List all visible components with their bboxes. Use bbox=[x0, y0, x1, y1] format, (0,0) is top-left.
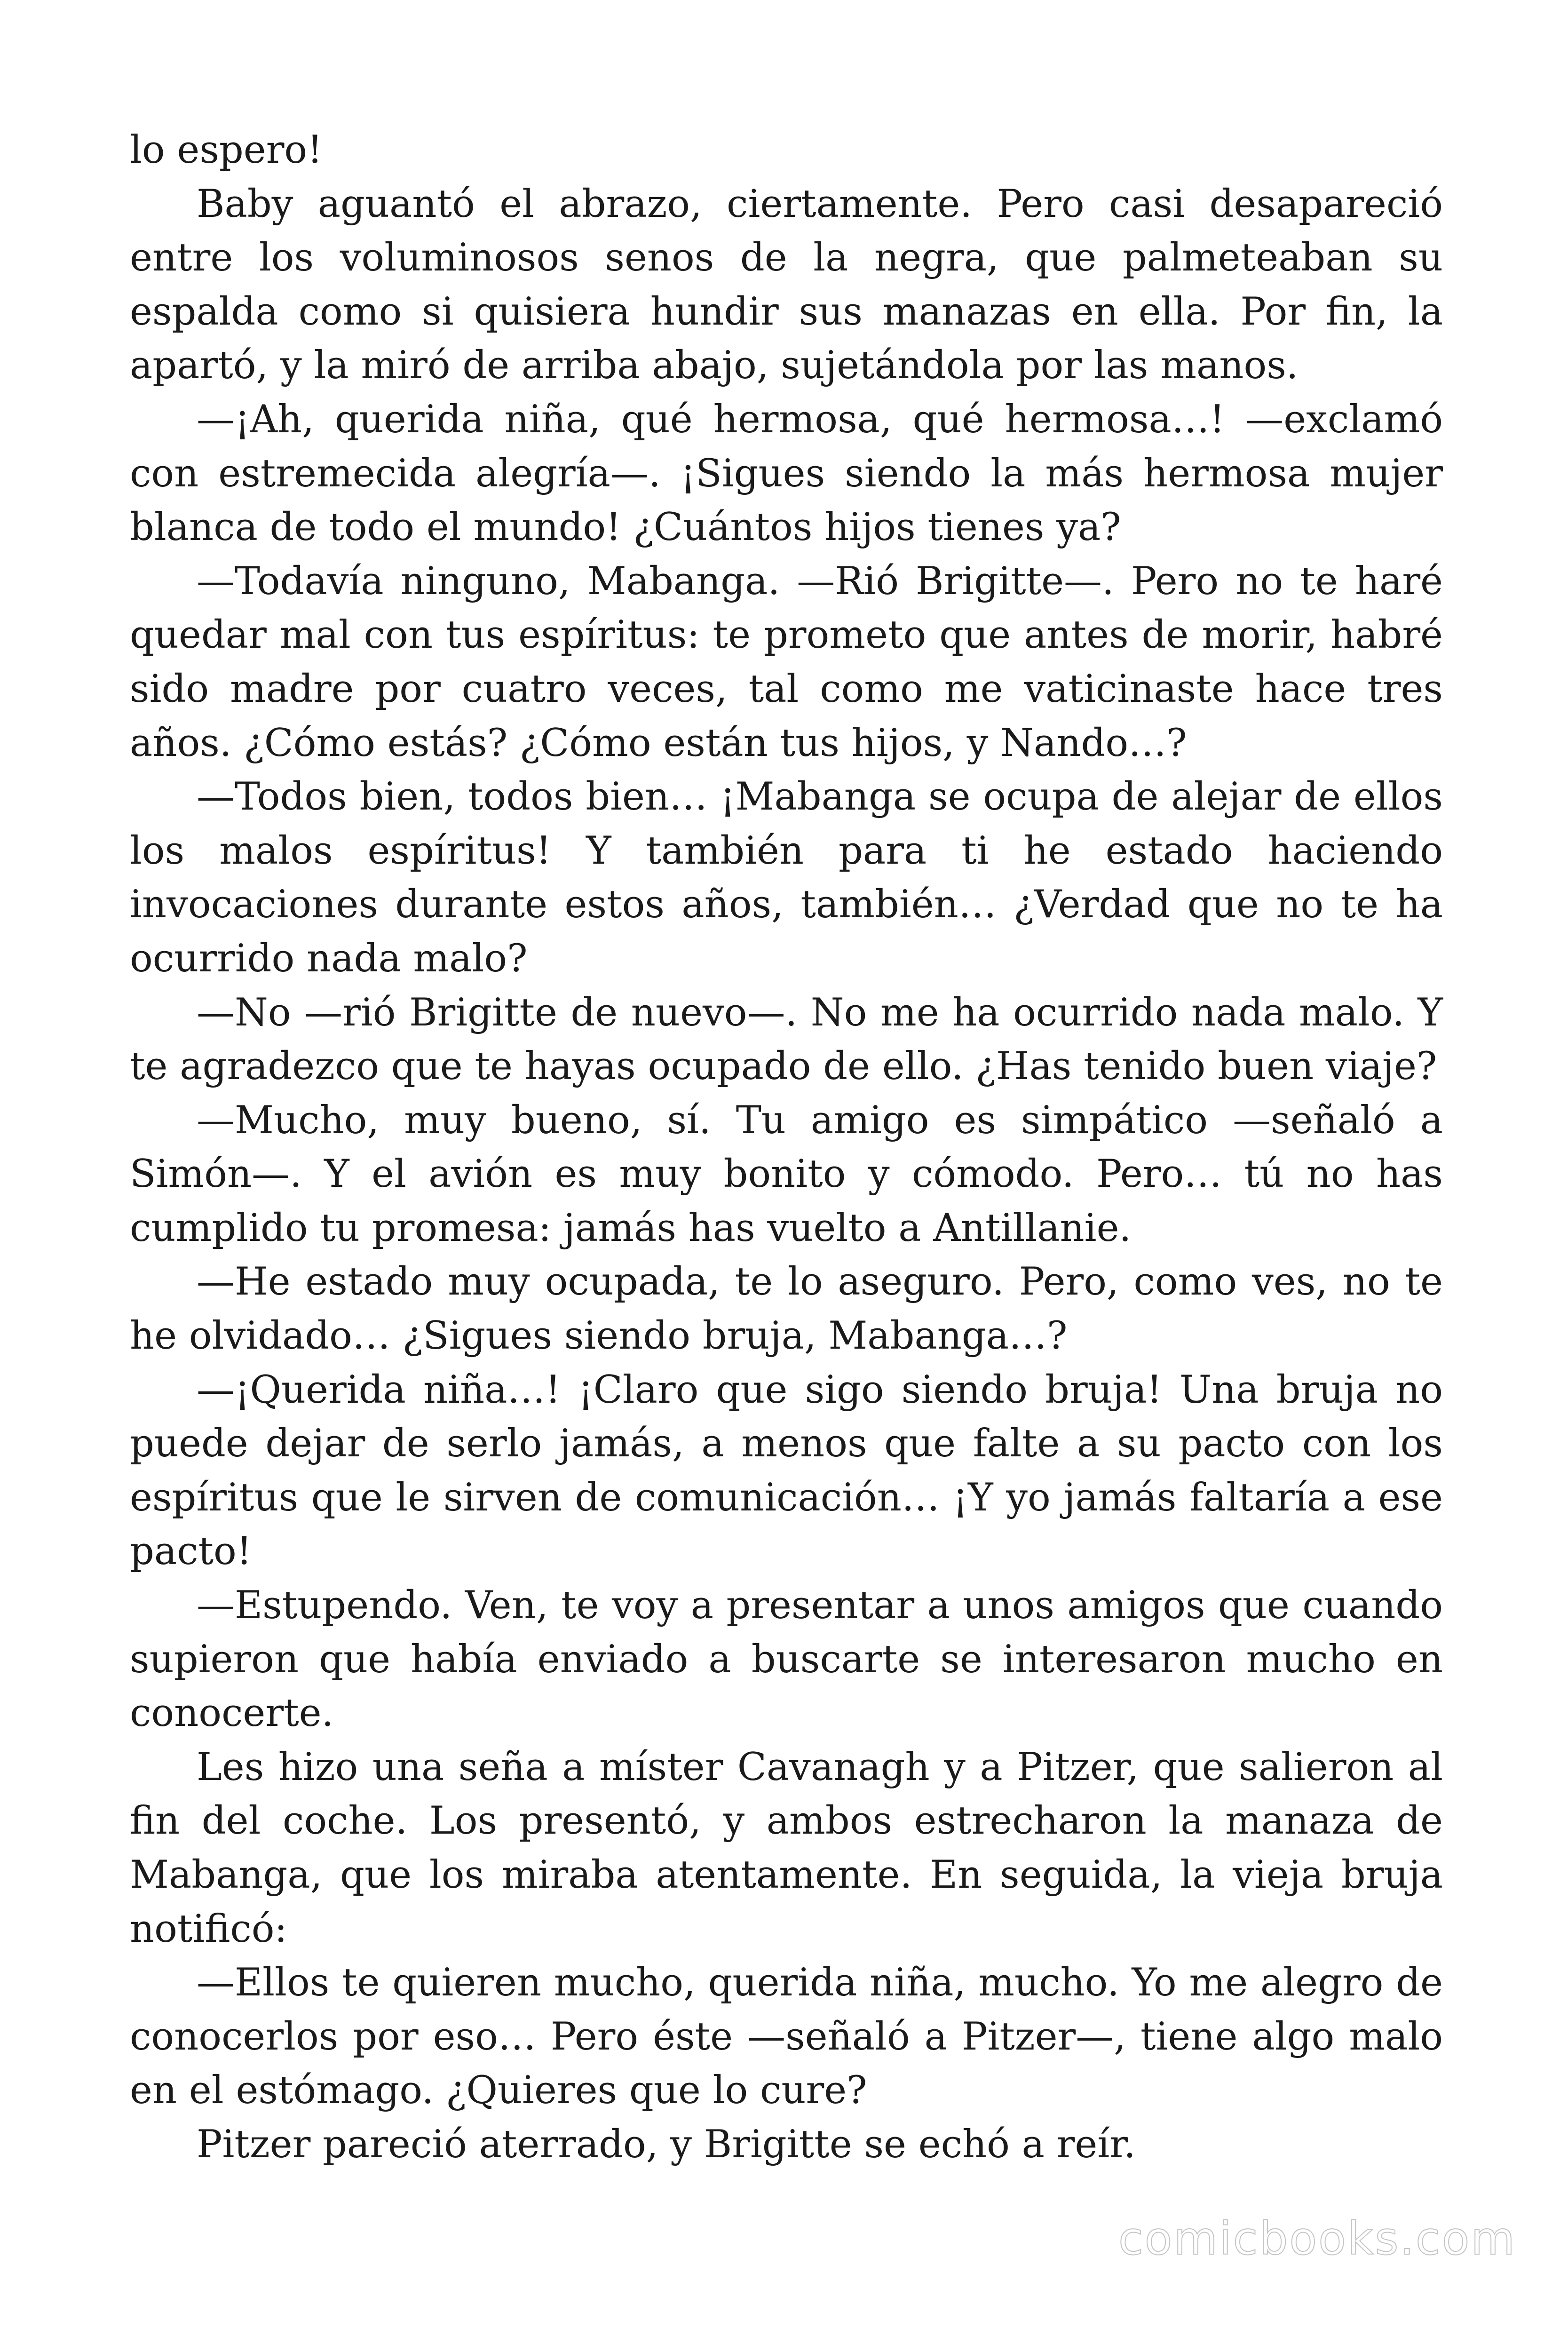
paragraph: —No —rió Brigitte de nuevo—. No me ha ocurrido nada malo. Y te agradezco que te hayas ocupado de ello. ¿Has tenido buen viaje? bbox=[130, 990, 1443, 1089]
watermark: comicbooks.com bbox=[1118, 2212, 1516, 2265]
paragraph: lo espero! bbox=[130, 128, 323, 172]
paragraph: —¡Ah, querida niña, qué hermosa, qué hermosa…! —exclamó con estremecida alegría—. ¡Sigues siendo la más hermosa mujer blanca de todo el mundo! ¿Cuántos hijos tienes ya? bbox=[130, 397, 1443, 550]
book-page-text bbox=[130, 123, 1443, 2172]
paragraph: Baby aguantó el abrazo, ciertamente. Pero casi desapareció entre los voluminosos senos de la negra, que palmeteaban su espalda como si quisiera hundir sus manazas en ella. Por fin, la apartó, y la miró de arriba abajo, sujetándola por las manos. bbox=[130, 182, 1443, 388]
paragraph: —¡Querida niña…! ¡Claro que sigo siendo bruja! Una bruja no puede dejar de serlo jamás, a menos que falte a su pacto con los espíritus que le sirven de comunicación… ¡Y yo jamás faltaría a ese pacto! bbox=[130, 1367, 1443, 1574]
paragraph: —Estupendo. Ven, te voy a presentar a unos amigos que cuando supieron que había enviado a buscarte se interesaron mucho en conocerte. bbox=[130, 1583, 1443, 1736]
paragraph: —Todos bien, todos bien… ¡Mabanga se ocupa de alejar de ellos los malos espíritus! Y también para ti he estado haciendo invocaciones durante estos años, también… ¿Verdad que no te ha ocurrido nada malo? bbox=[130, 775, 1443, 981]
paragraph: Les hizo una seña a míster Cavanagh y a Pitzer, que salieron al fin del coche. Los presentó, y ambos estrecharon la manaza de Mabanga, que los miraba atentamente. En seguida, la vieja bruja notificó: bbox=[130, 1745, 1443, 1951]
paragraph: Pitzer pareció aterrado, y Brigitte se echó a reír. bbox=[197, 2122, 1136, 2167]
paragraph: —Mucho, muy bueno, sí. Tu amigo es simpático —señaló a Simón—. Y el avión es muy bonito y cómodo. Pero… tú no has cumplido tu promesa: jamás has vuelto a Antillanie. bbox=[130, 1098, 1443, 1250]
paragraph: —Todavía ninguno, Mabanga. —Rió Brigitte—. Pero no te haré quedar mal con tus espíritus: te prometo que antes de morir, habré sido madre por cuatro veces, tal como me vaticinaste hace tres años. ¿Cómo estás? ¿Cómo están tus hijos, y Nando…? bbox=[130, 559, 1443, 765]
paragraph: —Ellos te quieren mucho, querida niña, mucho. Yo me alegro de conocerlos por eso… Pero éste —señaló a Pitzer—, tiene algo malo en el estómago. ¿Quieres que lo cure? bbox=[130, 1961, 1443, 2113]
paragraph: —He estado muy ocupada, te lo aseguro. Pero, como ves, no te he olvidado… ¿Sigues siendo bruja, Mabanga…? bbox=[130, 1260, 1443, 1359]
